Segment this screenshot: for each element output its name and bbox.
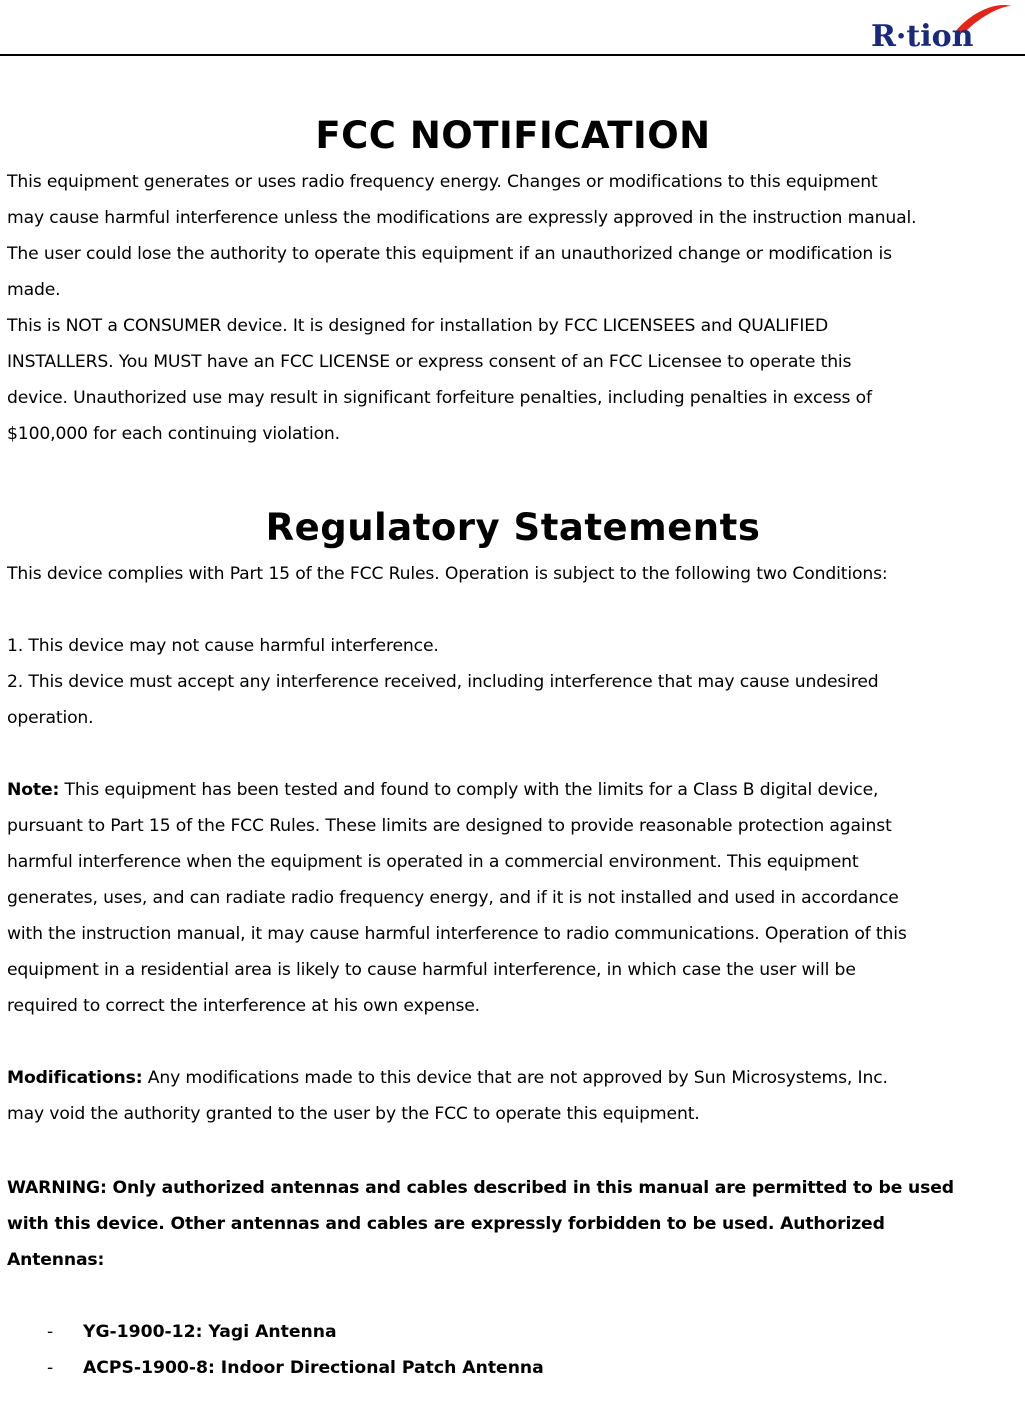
modifications-paragraph: Modifications: Any modifications made to this device that are not approved by Sun Microsystems, Inc. may void the authority granted to the user by the FCC to operate this equipment. (7, 1068, 888, 1124)
regulatory-title: Regulatory Statements (265, 506, 761, 549)
list-item (7, 1314, 1019, 1350)
rtion-logo (863, 2, 1013, 52)
note-paragraph: Note: This equipment has been tested and found to comply with the limits for a Class B digital device, pursuant to Part 15 of the FCC Rules. These limits are designed to provide reasonable protection against harmful interference when the equipment is operated in a commercial environment. This equipment generates, uses, and can radiate radio frequency energy, and if it is not installed and used in accordance with the instruction manual, it may cause harmful interference to radio communications. Operation of this equipment in a residential area is likely to cause harmful interference, in which case the user will be required to correct the interference at his own expense. (7, 780, 907, 1016)
list-dash: - (47, 1322, 54, 1342)
fcc-paragraph-2: This is NOT a CONSUMER device. It is designed for installation by FCC LICENSEES and QUALIFIED INSTALLERS. You MUST have an FCC LICENSE or express consent of an FCC Licensee to operate this device. Unauthorized use may result in significant forfeiture penalties, including penalties in excess of $100,000 for each continuing violation. (7, 316, 872, 444)
list-dash: - (47, 1358, 54, 1378)
fcc-paragraph-1: This equipment generates or uses radio frequency energy. Changes or modifications to this equipment may cause harmful interference unless the modifications are expressly approved in the instruction manual. The user could lose the authority to operate this equipment if an unauthorized change or modification is made. (7, 172, 917, 300)
modifications-label: Modifications: (7, 1068, 143, 1088)
document-body (7, 108, 1019, 1386)
regulatory-intro: This device complies with Part 15 of the FCC Rules. Operation is subject to the following two Conditions: (7, 564, 888, 584)
page-header (0, 0, 1025, 56)
condition-item: 1. This device may not cause harmful interference. (7, 636, 439, 656)
antenna-name: YG-1900-12: Yagi Antenna (83, 1322, 337, 1342)
fcc-title: FCC NOTIFICATION (315, 114, 711, 157)
antenna-name: ACPS-1900-8: Indoor Directional Patch Antenna (83, 1358, 544, 1378)
warning-paragraph: WARNING: Only authorized antennas and cables described in this manual are permitted to be used with this device. Other antennas and cables are expressly forbidden to be used. Authorized Antennas: (7, 1178, 954, 1270)
logo-text: R·tion (871, 19, 974, 52)
condition-item: operation. (7, 708, 94, 728)
conditions-list (7, 628, 1019, 736)
condition-item: 2. This device must accept any interference received, including interference that may cause undesired (7, 672, 879, 692)
list-item (7, 1350, 1019, 1386)
antenna-list (7, 1314, 1019, 1386)
note-label: Note: (7, 780, 60, 800)
